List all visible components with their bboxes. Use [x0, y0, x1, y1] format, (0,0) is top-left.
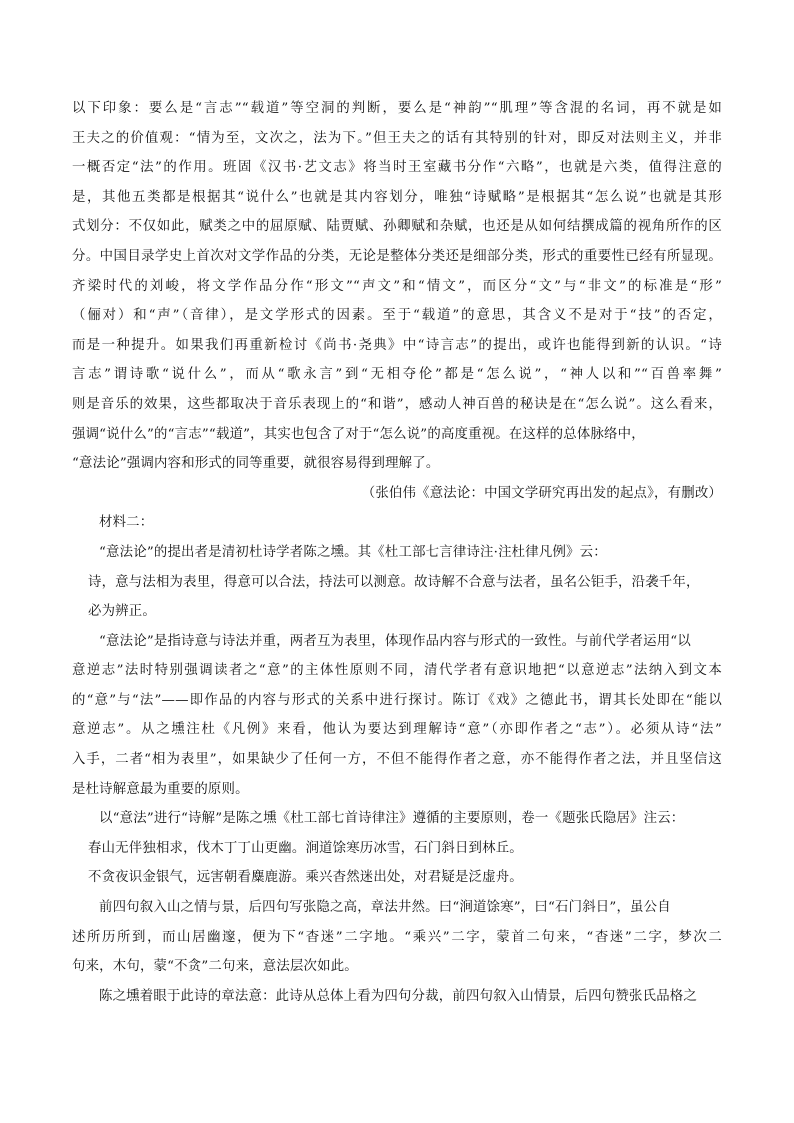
- text-line: 分。中国目录学史上首次对文学作品的分类，无论是整体分类还是细部分类，形式的重要性已经有所显现。: [72, 248, 722, 264]
- text-line: “意法论”强调内容和形式的同等重要，就很容易得到理解了。: [72, 456, 440, 472]
- text-line: 王夫之的价值观：“情为至，文次之，法为下。”但王夫之的话有其特别的针对，即反对法则主义，并非: [72, 130, 722, 146]
- text-line: 入手，二者“相为表里”，如果缺少了任何一方，不但不能得作者之意，亦不能得作者之法，并且坚信这: [72, 752, 722, 768]
- text-line: 言志”谓诗歌“说什么”，而从“歌永言”到“无相夺伦”都是“怎么说”，“神人以和”“百兽率舞”: [72, 367, 722, 383]
- text-line: 述所历所到，而山居幽邃，便为下“杳迷”二字地。“乘兴”二字，蒙首二句来，“杳迷”二字，梦次二: [72, 929, 722, 945]
- text-line: 一概否定“法”的作用。班固《汉书·艺文志》将当时王室藏书分作“六略”，也就是六类，值得注意的: [72, 160, 722, 176]
- text-line: 则是音乐的效果，这些都取决于音乐表现上的“和谐”，感动人神百兽的秘诀是在“怎么说”。这么看来，: [72, 396, 722, 412]
- text-line: 以下印象：要么是“言志”“载道”等空洞的判断，要么是“神韵”“肌理”等含混的名词，再不就是如: [72, 101, 722, 116]
- text-line: 春山无伴独相求，伐木丁丁山更幽。涧道馀寒历冰雪，石门斜日到林丘。: [88, 840, 523, 856]
- text-line: “意法论”的提出者是清初杜诗学者陈之壎。其《杜工部七言律诗注·注杜律凡例》云：: [99, 544, 607, 560]
- text-line: 材料二：: [99, 515, 154, 531]
- text-line: （俪对）和“声”（音律），是文学形式的因素。至于“载道”的意思，其含义不是对于“技”的否定，: [72, 308, 722, 324]
- document-body: [72, 94, 722, 1011]
- text-line: 诗，意与法相为表里，得意可以合法，持法可以测意。故诗解不合意与法者，虽名公钜手，沿袭千年，: [88, 574, 700, 590]
- source-citation: （张伯伟《意法论：中国文学研究再出发的起点》，有删改）: [361, 485, 722, 501]
- text-line: “意法论”是指诗意与诗法并重，两者互为表里，体现作品内容与形式的一致性。与前代学者运用“以: [99, 633, 691, 649]
- text-line: 齐梁时代的刘峻，将文学作品分作“形文”“声文”和“情文”，而区分“文”与“非文”的标准是“形”: [72, 278, 722, 294]
- text-line: 句来，木句，蒙“不贪”二句来，意法层次如此。: [72, 959, 358, 975]
- text-line: 意逆志”。从之壎注杜《凡例》来看，他认为要达到理解诗“意”（亦即作者之“志”）。必须从诗“法”: [72, 722, 722, 738]
- text-line: 陈之壎着眼于此诗的章法意：此诗从总体上看为四句分裁，前四句叙入山情景，后四句赞张氏品格之: [99, 988, 697, 1004]
- text-line: 强调“说什么”的“言志”“载道”，其实也包含了对于“怎么说”的高度重视。在这样的总体脉络中，: [72, 426, 645, 442]
- text-line: 的“意”与“法”——即作品的内容与形式的关系中进行探讨。陈订《戏》之德此书，谓其长处即在“能以: [72, 692, 722, 708]
- text-line: 意逆志”法时特别强调读者之“意”的主体性原则不同，清代学者有意识地把“以意逆志”法纳入到文本: [72, 663, 722, 679]
- text-line: 而是一种提升。如果我们再重新检讨《尚书·尧典》中“诗言志”的提出，或许也能得到新的认识。“诗: [72, 337, 722, 353]
- text-line: 式划分：不仅如此，赋类之中的屈原赋、陆贾赋、孙卿赋和杂赋，也还是从如何结撰成篇的视角所作的区: [72, 219, 722, 235]
- text-line: 前四句叙入山之情与景，后四句写张隐之高，章法井然。曰“涧道馀寒”，曰“石门斜日”，虽公自: [99, 900, 671, 916]
- text-line: 必为辨正。: [88, 604, 156, 620]
- text-line: 不贪夜识金银气，远害朝看麋鹿游。乘兴杳然迷出处，对君疑是泛虚舟。: [88, 870, 523, 886]
- text-line: 是，其他五类都是根据其“说什么”也就是其内容划分，唯独“诗赋略”是根据其“怎么说”也就是其形: [72, 189, 722, 205]
- text-line: 以“意法”进行“诗解”是陈之壎《杜工部七首诗律注》遵循的主要原则，卷一《题张氏隐居》注云：: [99, 811, 685, 827]
- text-line: 是杜诗解意最为重要的原则。: [72, 781, 249, 797]
